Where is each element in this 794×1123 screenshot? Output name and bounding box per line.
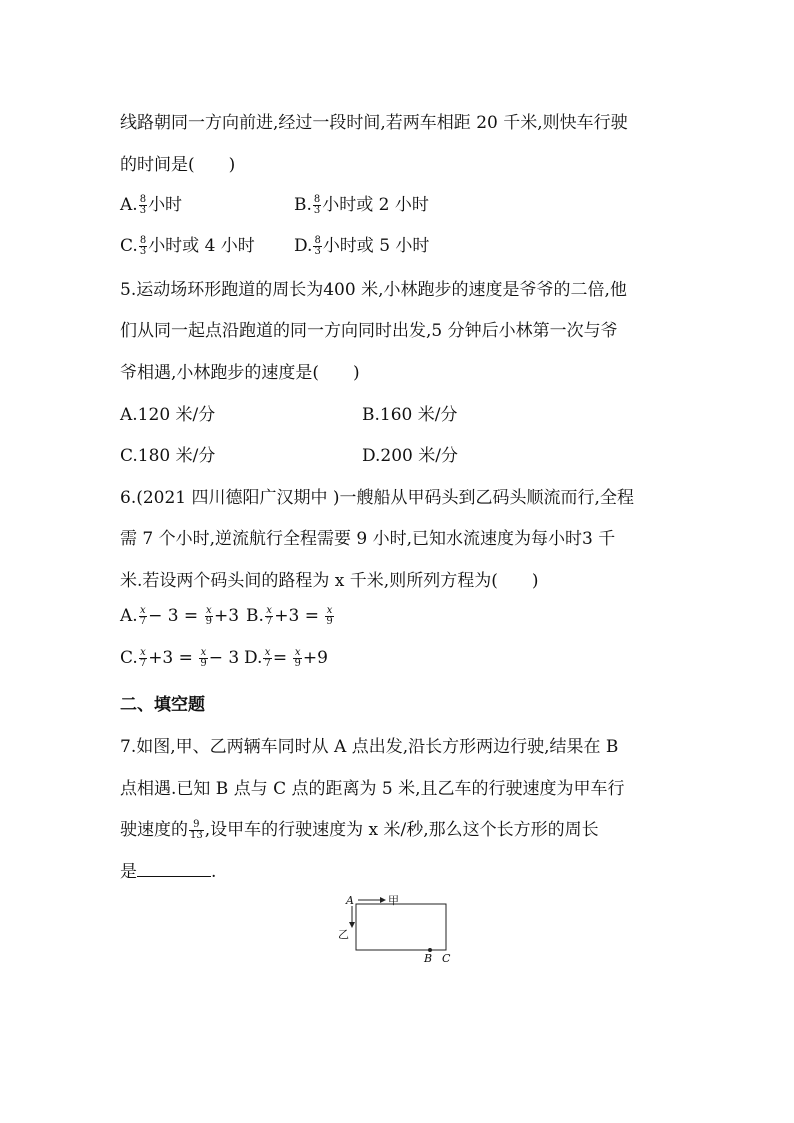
arrow-down-head: [349, 922, 355, 928]
fraction: $\frac{x}{7}$: [264, 647, 271, 669]
fraction: $\frac{8}{3}$: [314, 235, 321, 257]
fraction: $\frac{8}{3}$: [139, 194, 147, 216]
q6-text-line-2: 需 7 个小时,逆流航行全程需要 9 小时,已知水流速度为每小时3 千: [120, 529, 616, 549]
arrow-right-head: [380, 897, 386, 903]
q5-text-line-2: 们从同一起点沿跑道的同一方向同时出发,5 分钟后小林第一次与爷: [120, 321, 618, 341]
q6-option-d: D. $\frac{x}{7}$ = $\frac{x}{9}$ +9: [244, 647, 328, 669]
q5-option-a: A.120 米/分: [120, 405, 216, 425]
q4-option-a: A. $\frac{8}{3}$ 小时: [120, 194, 183, 216]
q6-text-line-3: 米.若设两个码头间的路程为 x 千米,则所列方程为( ): [120, 571, 539, 591]
q6-option-b: B. $\frac{x}{7}$ +3 = $\frac{x}{9}$: [246, 605, 333, 627]
fraction: $\frac{x}{9}$: [205, 605, 212, 627]
label-c: C: [442, 952, 451, 965]
q7-text-line-4: 是 .: [120, 862, 217, 882]
q5-option-d: D.200 米/分: [362, 446, 459, 466]
section-heading: 二、填空题: [120, 695, 205, 715]
fraction: $\frac{x}{9}$: [326, 605, 333, 627]
q4-option-b: B. $\frac{8}{3}$ 小时或 2 小时: [294, 194, 429, 216]
q4-text-line-1: 线路朝同一方向前进,经过一段时间,若两车相距 20 千米,则快车行驶: [120, 113, 628, 133]
q7-text-line-1: 7.如图,甲、乙两辆车同时从 A 点出发,沿长方形两边行驶,结果在 B: [120, 737, 619, 757]
fraction: $\frac{x}{7}$: [139, 605, 147, 627]
fraction: $\frac{9}{13}$: [190, 819, 203, 841]
q5-text-line-1: 5.运动场环形跑道的周长为400 米,小林跑步的速度是爷爷的二倍,他: [120, 280, 627, 300]
q6-option-a: A. $\frac{x}{7}$ − 3 = $\frac{x}{9}$ +3: [120, 605, 240, 627]
label-yi: 乙: [338, 928, 349, 941]
fraction: $\frac{x}{9}$: [200, 647, 207, 669]
answer-blank: [137, 862, 211, 877]
q4-option-c: C. $\frac{8}{3}$ 小时或 4 小时: [120, 235, 255, 257]
q4-text-line-2: 的时间是( ): [120, 155, 236, 175]
fraction: $\frac{8}{3}$: [313, 194, 321, 216]
q6-text-line-1: 6.(2021 四川德阳广汉期中 )一艘船从甲码头到乙码头顺流而行,全程: [120, 488, 634, 508]
label-jia: 甲: [388, 894, 399, 907]
fraction: $\frac{x}{7}$: [139, 647, 147, 669]
rectangle-figure: [336, 888, 466, 968]
label-b: B: [424, 952, 433, 965]
q5-option-b: B.160 米/分: [362, 405, 458, 425]
label-a: A: [346, 894, 354, 907]
q6-option-c: C. $\frac{x}{7}$ +3 = $\frac{x}{9}$ − 3: [120, 647, 240, 669]
q7-text-line-3: 驶速度的 $\frac{9}{13}$ ,设甲车的行驶速度为 x 米/秒,那么这个长方形的周长: [120, 819, 599, 841]
fraction: $\frac{x}{7}$: [265, 605, 273, 627]
q5-option-c: C.180 米/分: [120, 446, 216, 466]
fraction: $\frac{8}{3}$: [139, 235, 147, 257]
q7-text-line-2: 点相遇.已知 B 点与 C 点的距离为 5 米,且乙车的行驶速度为甲车行: [120, 779, 625, 799]
fraction: $\frac{x}{9}$: [294, 647, 301, 669]
q5-text-line-3: 爷相遇,小林跑步的速度是( ): [120, 363, 360, 383]
q4-option-d: D. $\frac{8}{3}$ 小时或 5 小时: [294, 235, 430, 257]
